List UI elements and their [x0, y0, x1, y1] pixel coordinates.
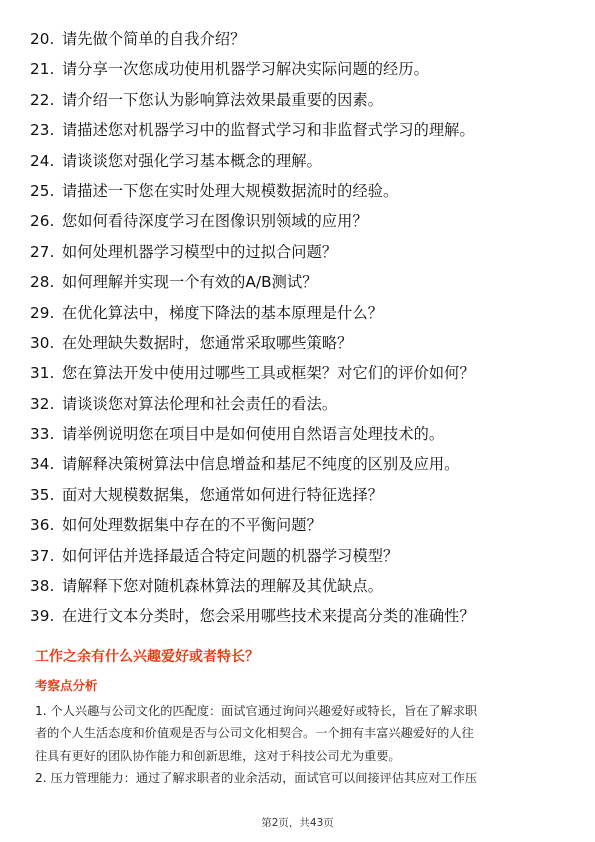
list-item: [30, 480, 570, 510]
list-item: [30, 115, 570, 145]
question-number: 38.: [30, 577, 55, 596]
question-text: 请谈谈您对算法伦理和社会责任的看法。: [62, 394, 338, 413]
list-item: [30, 176, 570, 206]
question-number: 28.: [30, 273, 55, 292]
question-text: 在进行文本分类时，您会采用哪些技术来提高分类的准确性？: [62, 607, 475, 626]
question-text: 在优化算法中，梯度下降法的基本原理是什么？: [62, 303, 384, 322]
list-item: [30, 237, 570, 267]
question-text: 面对大规模数据集，您通常如何进行特征选择？: [62, 485, 384, 504]
list-item: [30, 54, 570, 84]
analysis-paragraph: [35, 700, 565, 789]
question-number: 36.: [30, 516, 55, 535]
section-heading: 工作之余有什么兴趣爱好或者特长？: [35, 649, 259, 665]
question-text: 您在算法开发中使用过哪些工具或框架？对它们的评价如何？: [62, 364, 475, 383]
question-text: 请分享一次您成功使用机器学习解决实际问题的经历。: [62, 60, 429, 79]
analysis-line: 2. 压力管理能力：通过了解求职者的业余活动，面试官可以间接评估其应对工作压: [35, 770, 478, 785]
question-text: 请举例说明您在项目中是如何使用自然语言处理技术的。: [62, 425, 445, 444]
question-number: 34.: [30, 455, 55, 474]
question-number: 20.: [30, 30, 55, 48]
page-footer: 第2页，共43页: [261, 817, 334, 829]
question-number: 21.: [30, 60, 55, 79]
question-text: 请解释决策树算法中信息增益和基尼不纯度的区别及应用。: [62, 455, 460, 474]
list-item: [30, 601, 570, 631]
question-number: 27.: [30, 242, 55, 261]
question-text: 请解释下您对随机森林算法的理解及其优缺点。: [62, 577, 384, 596]
question-number: 29.: [30, 303, 55, 322]
question-text: 请描述一下您在实时处理大规模数据流时的经验。: [62, 181, 399, 200]
list-item: [30, 510, 570, 540]
list-item: [30, 328, 570, 358]
question-number: 37.: [30, 546, 55, 565]
list-item: [30, 146, 570, 176]
question-text: 请先做个简单的自我介绍？: [62, 30, 246, 48]
analysis-line: 者的个人生活态度和价值观是否与公司文化相契合。一个拥有丰富兴趣爱好的人往: [35, 726, 474, 741]
question-number: 39.: [30, 607, 55, 626]
question-number: 24.: [30, 151, 55, 170]
question-text: 如何理解并实现一个有效的A/B测试？: [62, 273, 318, 292]
sub-heading: 考察点分析: [35, 678, 98, 693]
list-item: [30, 358, 570, 388]
question-number: 25.: [30, 181, 55, 200]
question-number: 26.: [30, 212, 55, 231]
question-text: 如何评估并选择最适合特定问题的机器学习模型？: [62, 546, 399, 565]
question-list: [30, 24, 570, 632]
question-number: 31.: [30, 364, 55, 383]
list-item: [30, 389, 570, 419]
question-text: 请谈谈您对强化学习基本概念的理解。: [62, 151, 322, 170]
list-item: [30, 85, 570, 115]
question-number: 33.: [30, 425, 55, 444]
question-number: 30.: [30, 333, 55, 352]
question-text: 在处理缺失数据时，您通常采取哪些策略？: [62, 333, 353, 352]
question-text: 请描述您对机器学习中的监督式学习和非监督式学习的理解。: [62, 121, 475, 140]
list-item: [30, 419, 570, 449]
analysis-line: 往具有更好的团队协作能力和创新思维，这对于科技公司尤为重要。: [35, 748, 401, 763]
list-item: [30, 541, 570, 571]
analysis-line: 1. 个人兴趣与公司文化的匹配度：面试官通过询问兴趣爱好或特长，旨在了解求职: [35, 704, 478, 718]
list-item: [30, 206, 570, 236]
list-item: [30, 267, 570, 297]
question-number: 32.: [30, 394, 55, 413]
list-item: [30, 24, 570, 54]
list-item: [30, 571, 570, 601]
question-number: 23.: [30, 121, 55, 140]
list-item: [30, 449, 570, 479]
question-number: 35.: [30, 485, 55, 504]
question-text: 如何处理数据集中存在的不平衡问题？: [62, 516, 322, 535]
question-number: 22.: [30, 90, 55, 109]
question-text: 如何处理机器学习模型中的过拟合问题？: [62, 242, 338, 261]
question-text: 您如何看待深度学习在图像识别领域的应用？: [62, 212, 368, 231]
list-item: [30, 298, 570, 328]
question-text: 请介绍一下您认为影响算法效果最重要的因素。: [62, 90, 384, 109]
